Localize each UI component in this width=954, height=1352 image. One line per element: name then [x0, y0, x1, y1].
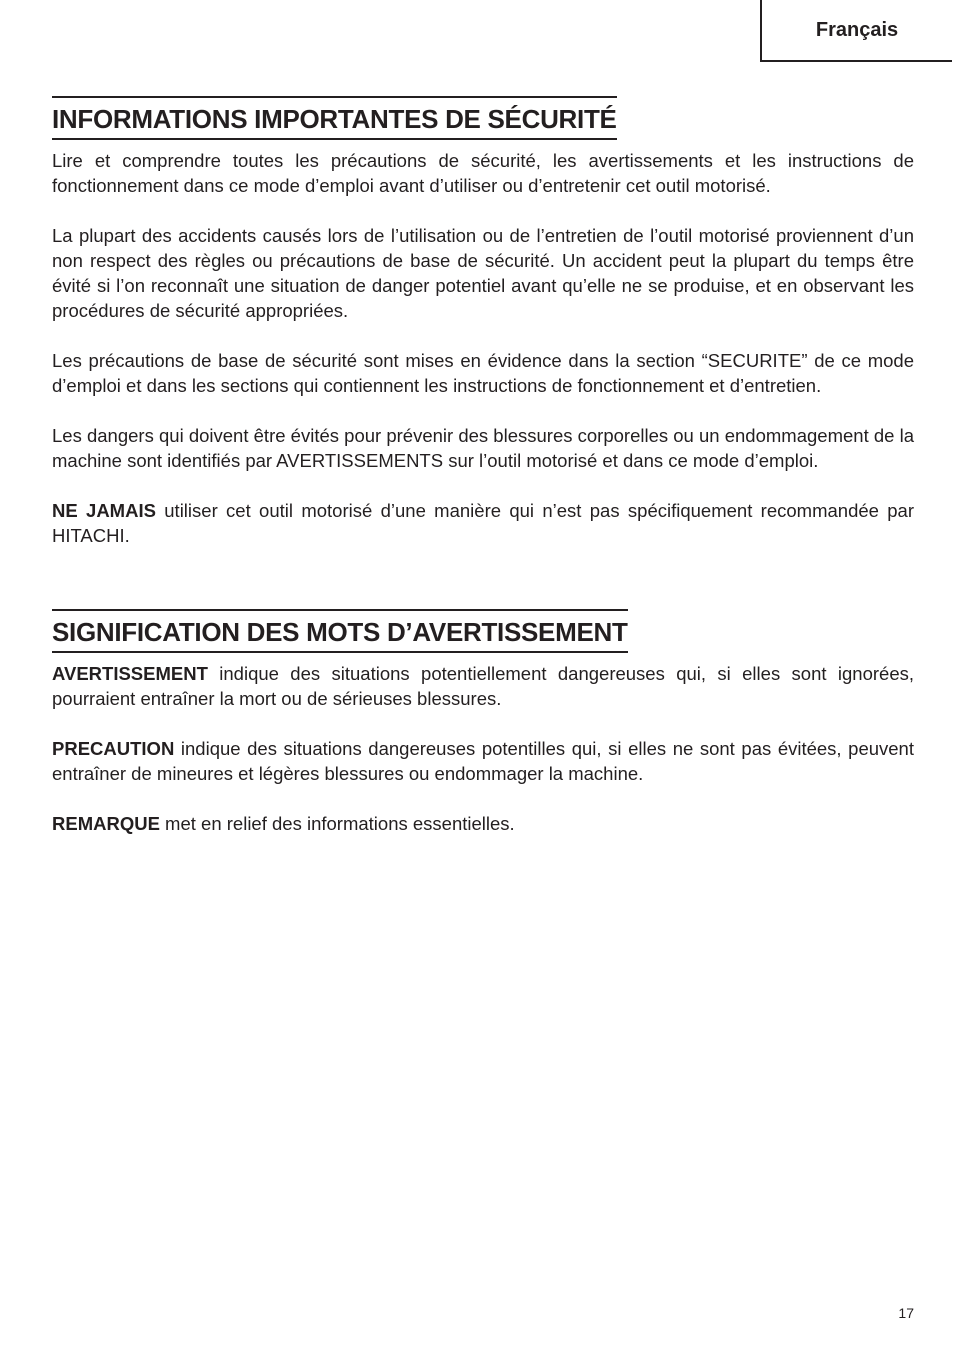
warning-keyword: AVERTISSEMENT — [52, 663, 208, 684]
safety-paragraph-3: Les précautions de base de sécurité sont mises en évidence dans la section “SECURITE” de ce mode d’emploi et dans les sections qui contiennent les instructions de fonctionnement et d’entretien. — [52, 350, 914, 396]
section-spacer — [52, 573, 914, 609]
never-keyword: NE JAMAIS — [52, 500, 156, 521]
safety-paragraph-2: La plupart des accidents causés lors de l’utilisation ou de l’entretien de l’outil motorisé proviennent d’un non respect des règles ou précautions de base de sécurité. Un accident peut la plupart du temps être évité si l’on reconnaît une situation de danger potentiel avant qu’elle ne se produise, et en observant les procédures de sécurité appropriées. — [52, 225, 914, 321]
caution-text: indique des situations dangereuses potentilles qui, si elles ne sont pas évitées, peuvent entraîner de mineures et légères blessures ou endommager la machine. — [52, 738, 914, 784]
caution-keyword: PRECAUTION — [52, 738, 175, 759]
signal-word-warning — [52, 661, 914, 711]
page-number: 17 — [898, 1305, 914, 1321]
note-text: met en relief des informations essentielles. — [159, 813, 515, 834]
never-text: utiliser cet outil motorisé d’une manière qui n’est pas spécifiquement recommandée par HITACHI. — [52, 500, 914, 546]
section-safety-header — [52, 96, 914, 140]
warning-text: indique des situations potentiellement dangereuses qui, si elles sont ignorées, pourraient entraîner la mort ou de sérieuses blessures. — [52, 663, 914, 709]
section-title-signal-words: SIGNIFICATION DES MOTS D’AVERTISSEMENT — [52, 609, 628, 653]
section-signal-words-header — [52, 609, 914, 653]
page-content — [52, 96, 914, 861]
section-title-safety: INFORMATIONS IMPORTANTES DE SÉCURITÉ — [52, 96, 617, 140]
safety-paragraph-1: Lire et comprendre toutes les précautions de sécurité, les avertissements et les instructions de fonctionnement dans ce mode d’emploi avant d’utiliser ou d’entretenir cet outil motorisé. — [52, 150, 914, 196]
note-keyword: REMARQUE — [52, 813, 160, 834]
safety-paragraph-4: Les dangers qui doivent être évités pour prévenir des blessures corporelles ou un endommagement de la machine sont identifiés par AVERTISSEMENTS sur l’outil motorisé et dans ce mode d’emploi. — [52, 425, 914, 471]
signal-word-note — [52, 811, 914, 836]
signal-word-caution — [52, 736, 914, 786]
safety-paragraph-never — [52, 498, 914, 548]
language-tab — [760, 0, 952, 62]
language-tab-label: Français — [815, 18, 899, 41]
